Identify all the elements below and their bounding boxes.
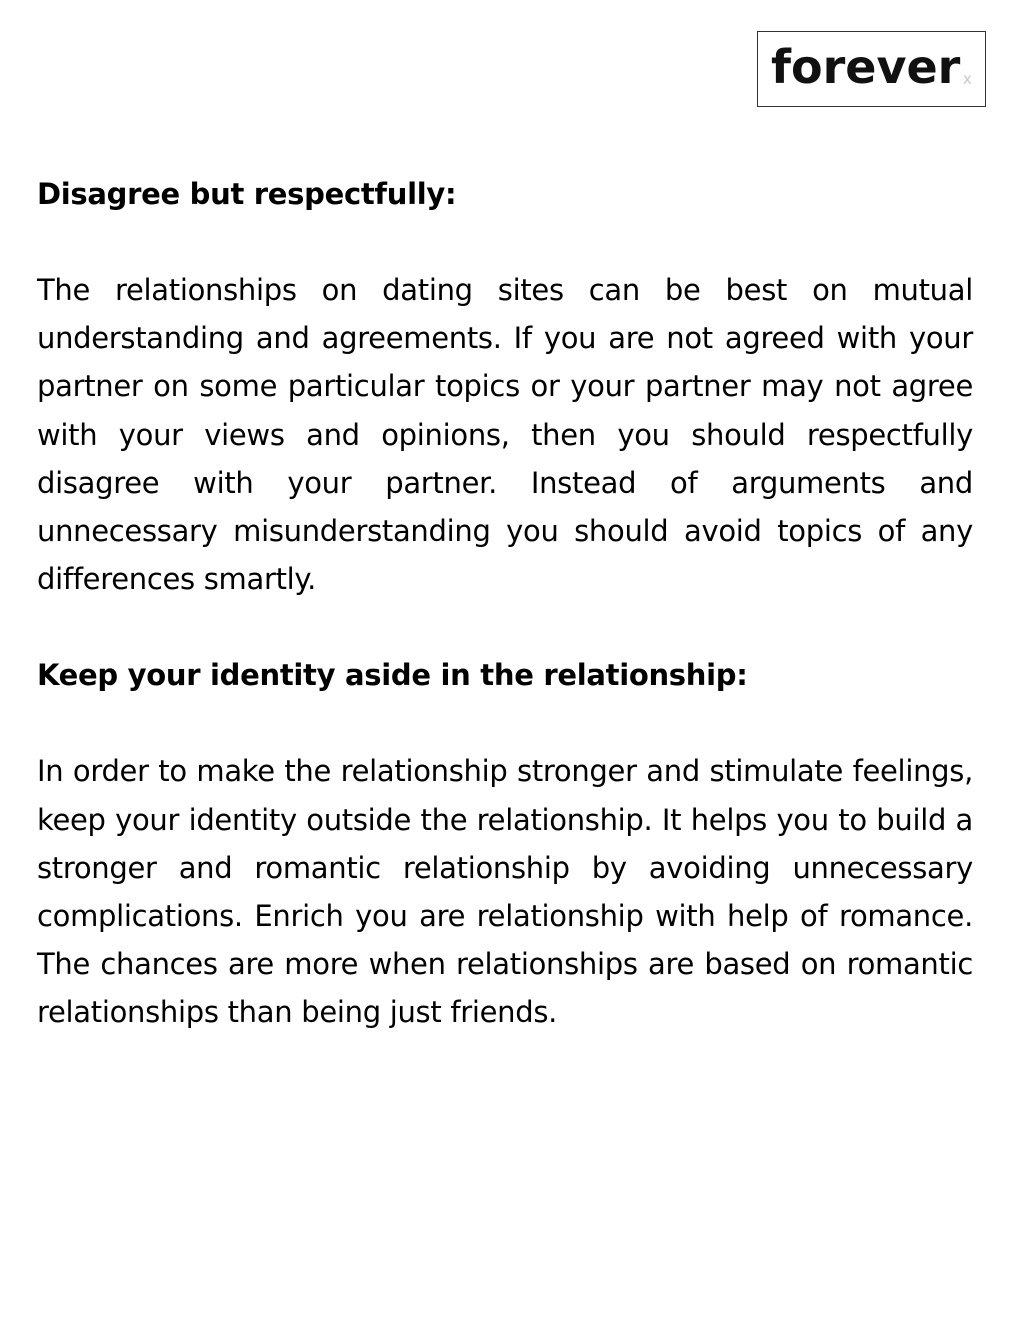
spacer bbox=[37, 603, 973, 651]
logo-mark: x bbox=[963, 70, 972, 88]
section-heading-identity: Keep your identity aside in the relationship: bbox=[37, 658, 748, 693]
section-heading-disagree: Disagree but respectfully: bbox=[37, 177, 457, 211]
logo-wordmark: forever bbox=[771, 40, 961, 94]
brand-logo bbox=[757, 31, 986, 107]
spacer bbox=[37, 218, 973, 266]
section-paragraph-disagree: The relationships on dating sites can be best on mutual understanding and agreements. If you are not agreed with your partner on some particular topics or your partner may not agree with your views and opinions, then you should respectfully disagree with your partner. Instead of arguments and unnecessary misunderstanding you should avoid topics of any differences smartly. bbox=[37, 273, 973, 597]
spacer bbox=[37, 699, 973, 747]
document-body bbox=[37, 170, 973, 1037]
section-paragraph-identity: In order to make the relationship stronger and stimulate feelings, keep your identity outside the relationship. It helps you to build a stronger and romantic relationship by avoiding unnecessary complications. Enrich you are relationship with help of romance. The chances are more when relationships are based on romantic relationships than being just friends. bbox=[37, 754, 973, 1030]
